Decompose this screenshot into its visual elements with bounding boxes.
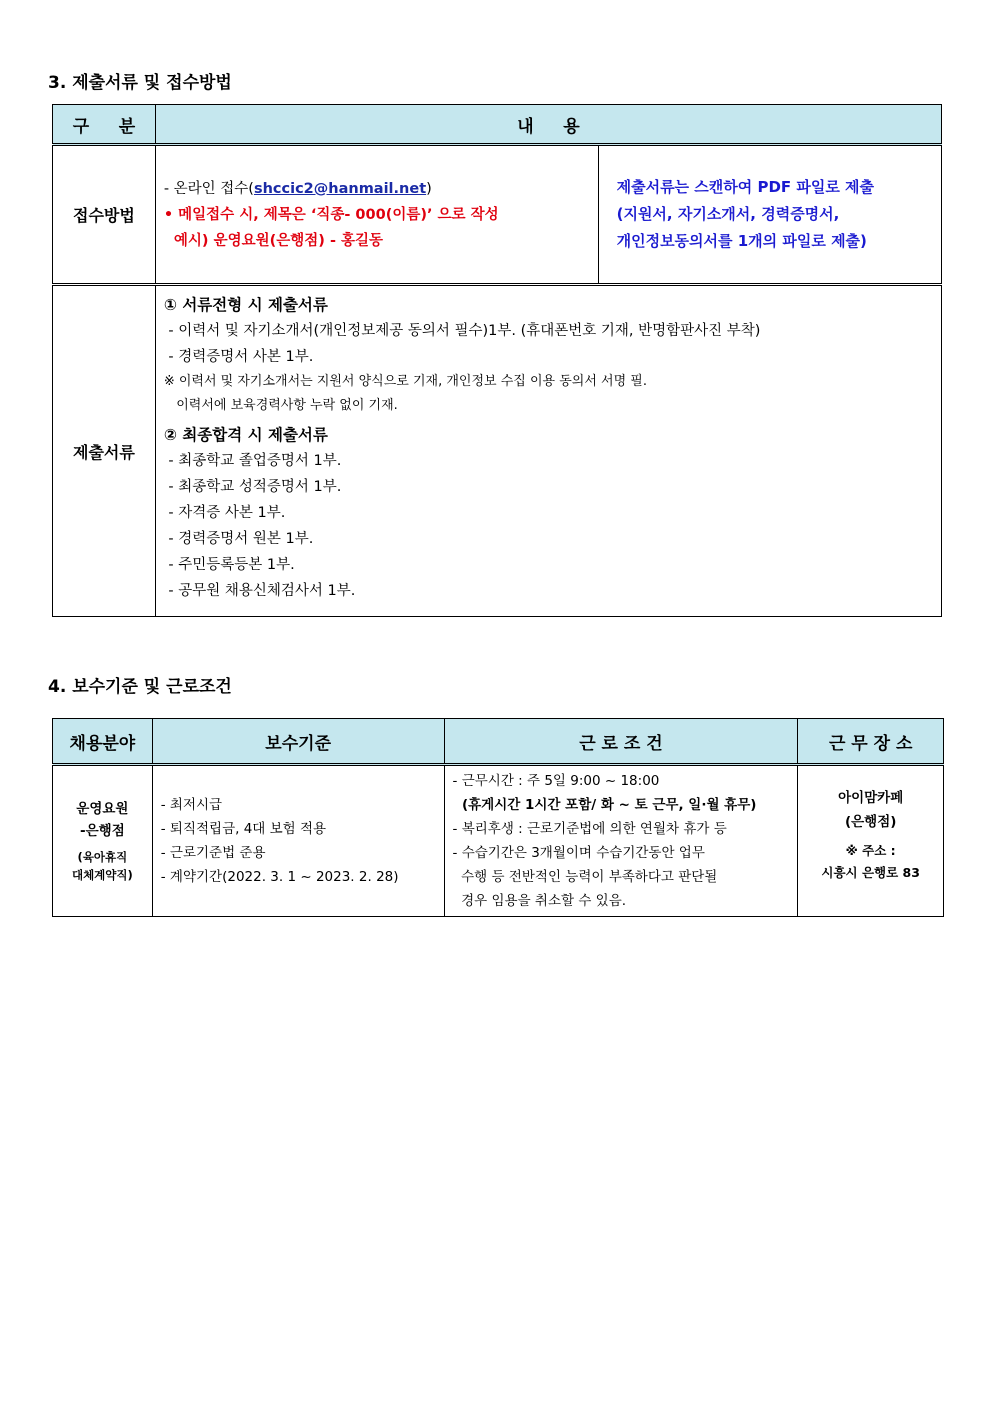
online-suffix: ) bbox=[426, 180, 432, 197]
header-location: 근 무 장 소 bbox=[798, 719, 944, 765]
pay-item: - 계약기간(2022. 3. 1 ~ 2023. 2. 28) bbox=[160, 869, 399, 885]
mail-instruction-2: 예시) 운영요원(은행점) - 홍길동 bbox=[163, 232, 384, 249]
field-type-1: (육아휴직 bbox=[77, 850, 128, 864]
pdf-note-2: (지원서, 자기소개서, 경력증명서, bbox=[616, 205, 840, 223]
cond-probation-3: 경우 임용을 취소할 수 있음. bbox=[452, 893, 627, 909]
documents-detail bbox=[155, 285, 941, 617]
documents-label: 제출서류 bbox=[53, 285, 156, 617]
location-address: 시흥시 은행로 83 bbox=[821, 865, 920, 880]
section3-title: 3. 제출서류 및 접수방법 bbox=[48, 73, 232, 93]
group2-title: ② 최종합격 시 제출서류 bbox=[163, 426, 328, 444]
email-link[interactable]: shccic2@hanmail.net bbox=[253, 180, 427, 197]
group1-item: - 이력서 및 자기소개서(개인정보제공 동의서 필수)1부. (휴대폰번호 기재, 반명함판사진 부착) bbox=[163, 323, 761, 339]
pay-cell bbox=[152, 765, 444, 917]
cond-probation-1: - 수습기간은 3개월이며 수습기간동안 업무 bbox=[452, 845, 705, 861]
header-category: 구 분 bbox=[53, 105, 156, 145]
group2-item: - 주민등록등본 1부. bbox=[163, 557, 295, 573]
notice-line-2: 이력서에 보육경력사항 누락 없이 기재. bbox=[163, 398, 398, 413]
conditions-table bbox=[52, 718, 944, 917]
submission-table bbox=[52, 104, 942, 617]
method-detail bbox=[155, 145, 598, 285]
location-cell bbox=[798, 765, 944, 917]
method-label: 접수방법 bbox=[53, 145, 156, 285]
group1-title: ① 서류전형 시 제출서류 bbox=[163, 296, 328, 314]
notice-line-1: ※ 이력서 및 자기소개서는 지원서 양식으로 기재, 개인정보 수집 이용 동의서 서명 필. bbox=[163, 374, 647, 389]
method-note bbox=[598, 145, 941, 285]
header-content: 내 용 bbox=[155, 105, 941, 145]
pay-item: - 퇴직적립금, 4대 보험 적용 bbox=[160, 821, 327, 837]
group2-item: - 경력증명서 원본 1부. bbox=[163, 531, 314, 547]
group1-item: - 경력증명서 사본 1부. bbox=[163, 349, 314, 365]
field-name: 운영요원 bbox=[76, 801, 129, 817]
cond-welfare: - 복리후생 : 근로기준법에 의한 연월차 휴가 등 bbox=[452, 821, 727, 837]
location-address-label: ※ 주소 : bbox=[845, 843, 896, 858]
mail-instruction-1: • 메일접수 시, 제목은 ‘직종- 000(이름)’ 으로 작성 bbox=[163, 206, 499, 223]
location-name: 아이맘카페 bbox=[838, 790, 904, 806]
online-prefix: - 온라인 접수( bbox=[163, 180, 254, 197]
pay-item: - 최저시급 bbox=[160, 797, 223, 813]
group2-item: - 자격증 사본 1부. bbox=[163, 505, 286, 521]
group2-item: - 공무원 채용신체검사서 1부. bbox=[163, 583, 356, 599]
field-branch: -은행점 bbox=[80, 823, 125, 839]
header-field: 채용분야 bbox=[53, 719, 153, 765]
conditions-cell bbox=[444, 765, 798, 917]
location-branch: (은행점) bbox=[844, 814, 897, 830]
pdf-note-1: 제출서류는 스캔하여 PDF 파일로 제출 bbox=[616, 178, 875, 196]
online-line bbox=[164, 176, 598, 202]
section4-title: 4. 보수기준 및 근로조건 bbox=[48, 677, 232, 697]
pdf-note-3: 개인정보동의서를 1개의 파일로 제출) bbox=[616, 232, 867, 250]
header-conditions: 근 로 조 건 bbox=[444, 719, 798, 765]
pay-item: - 근로기준법 준용 bbox=[160, 845, 266, 861]
group2-item: - 최종학교 성적증명서 1부. bbox=[163, 479, 342, 495]
header-pay: 보수기준 bbox=[152, 719, 444, 765]
field-type-2: 대체계약직) bbox=[71, 868, 133, 882]
cond-break: (휴게시간 1시간 포함/ 화 ~ 토 근무, 일·월 휴무) bbox=[452, 797, 757, 813]
cond-probation-2: 수행 등 전반적인 능력이 부족하다고 판단될 bbox=[452, 869, 718, 885]
field-cell bbox=[53, 765, 153, 917]
group2-item: - 최종학교 졸업증명서 1부. bbox=[163, 453, 342, 469]
cond-hours: - 근무시간 : 주 5일 9:00 ~ 18:00 bbox=[452, 773, 660, 789]
